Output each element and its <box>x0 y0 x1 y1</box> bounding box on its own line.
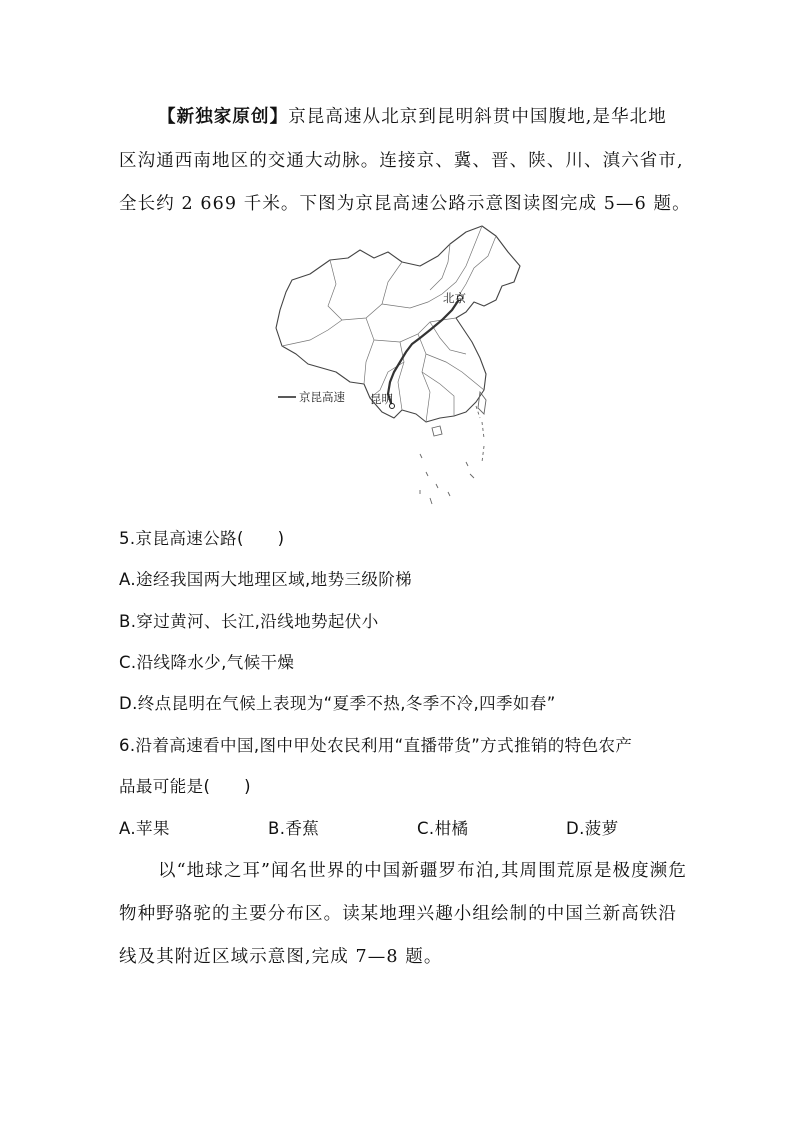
passage-2-line-3: 线及其附近区域示意图,完成 7—8 题。 <box>119 947 443 967</box>
question-6-option-b: B.香蕉 <box>268 819 320 838</box>
question-6-option-c: C.柑橘 <box>417 819 469 838</box>
intro-line-3: 全长约 2 669 千米。下图为京昆高速公路示意图读图完成 5—6 题。 <box>119 194 691 214</box>
question-6-stem-line-1: 6.沿着高速看中国,图中甲处农民利用“直播带货”方式推销的特色农产 <box>119 736 633 755</box>
question-6-option-a: A.苹果 <box>119 819 170 838</box>
jingkun-expressway-map <box>270 222 530 512</box>
kunming-label: 昆明 <box>370 392 393 406</box>
passage-2-line-1: 以“地球之耳”闻名世界的中国新疆罗布泊,其周围荒原是极度濒危 <box>158 861 687 881</box>
question-5-option-b: B.穿过黄河、长江,沿线地势起伏小 <box>119 612 379 631</box>
legend-label: 京昆高速 <box>299 390 345 404</box>
passage-2-line-2: 物种野骆驼的主要分布区。读某地理兴趣小组绘制的中国兰新高铁沿 <box>119 904 677 924</box>
question-5-option-a: A.途经我国两大地理区域,地势三级阶梯 <box>119 570 413 589</box>
question-5-stem: 5.京昆高速公路( ) <box>119 529 285 548</box>
intro-line-2: 区沟通西南地区的交通大动脉。连接京、冀、晋、陕、川、滇六省市, <box>119 151 684 171</box>
question-5-option-c: C.沿线降水少,气候干燥 <box>119 653 295 672</box>
city-markers <box>390 296 463 409</box>
question-6-option-d: D.菠萝 <box>566 819 619 838</box>
intro-text-1: 京昆高速从北京到昆明斜贯中国腹地,是华北地 <box>288 107 667 127</box>
beijing-label: 北京 <box>443 291 466 305</box>
question-5-option-d: D.终点昆明在气候上表现为“夏季不热,冬季不冷,四季如春” <box>119 694 556 713</box>
islands <box>420 392 486 504</box>
intro-line-1 <box>158 103 667 128</box>
source-tag: 【新独家原创】 <box>158 107 289 127</box>
question-6-stem-line-2: 品最可能是( ) <box>119 777 251 796</box>
